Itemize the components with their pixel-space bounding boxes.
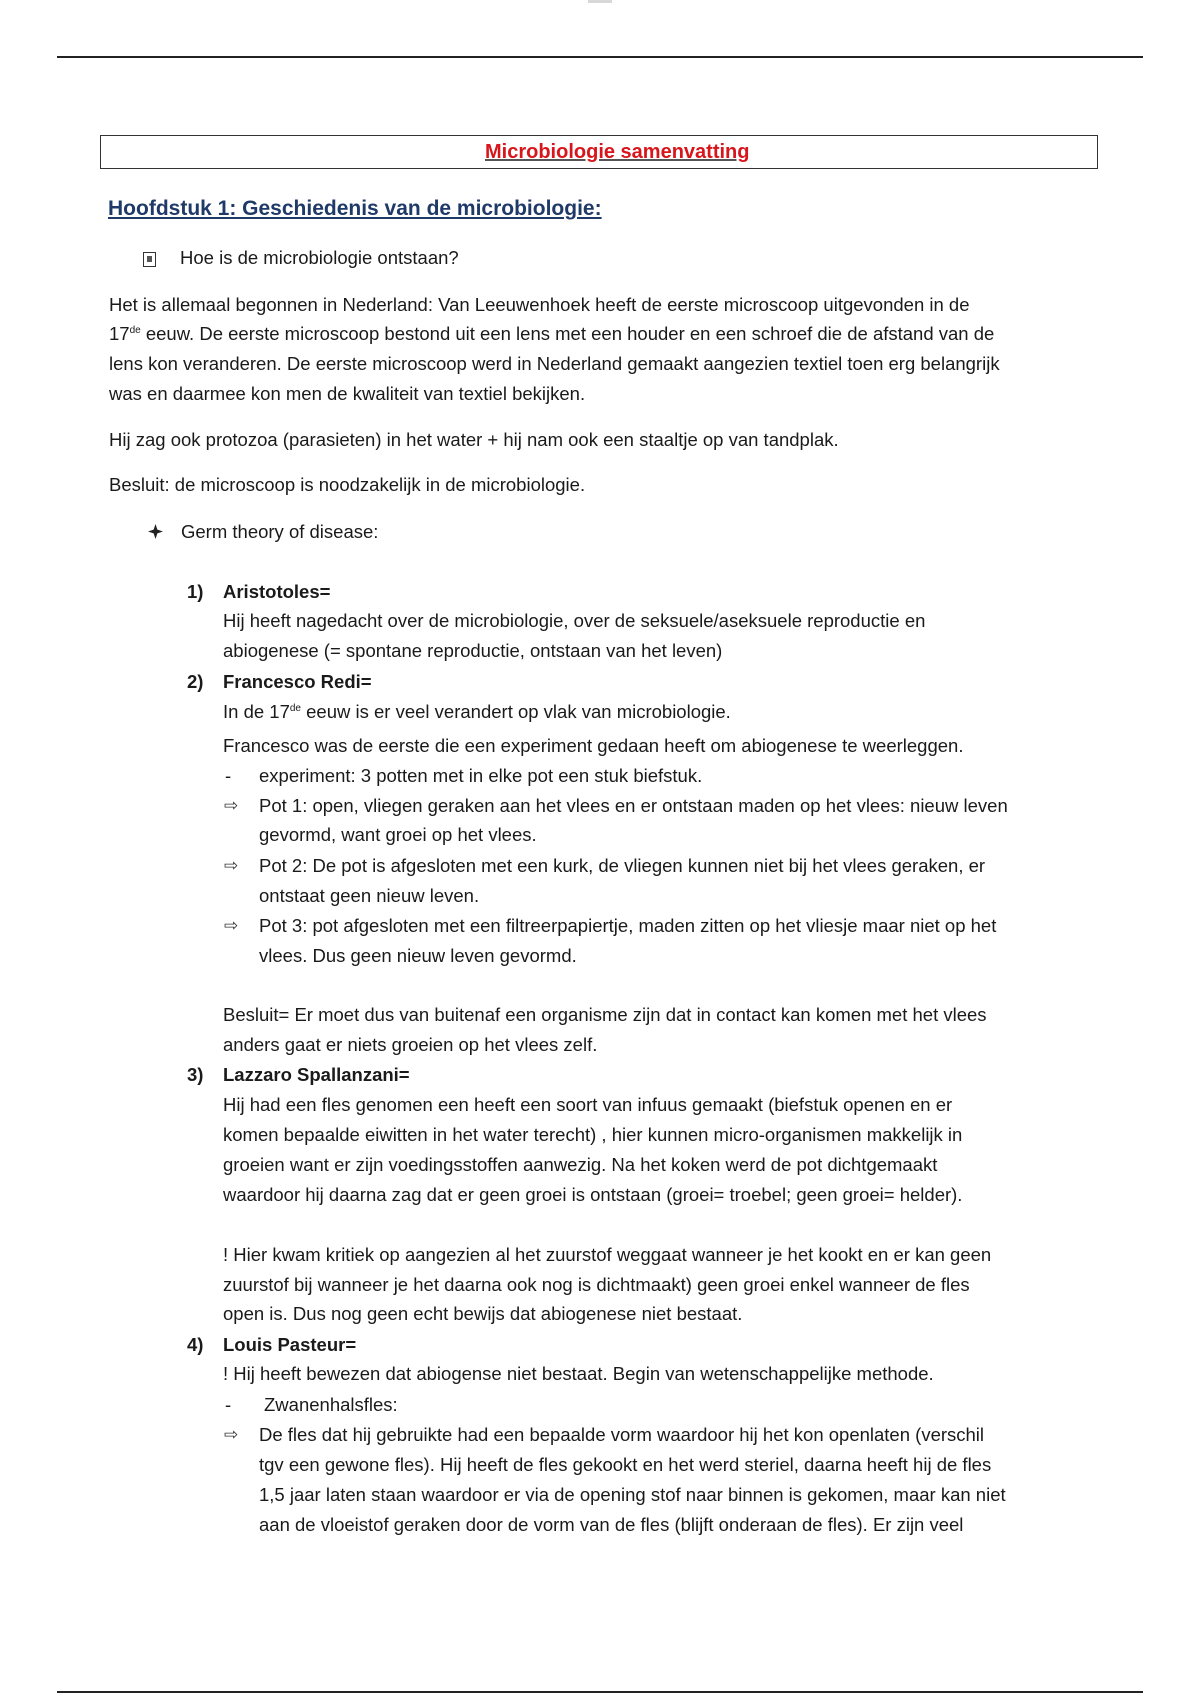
item-number-3: 3) — [187, 1064, 204, 1085]
pasteur-name: Louis Pasteur= — [223, 1334, 357, 1355]
redi-line-1: In de 17de eeuw is er veel verandert op vlak van microbiologie. — [223, 701, 731, 722]
document-title: Microbiologie samenvatting — [485, 141, 750, 163]
pasteur-arrow-line-1: De fles dat hij gebruikte had een bepaalde vorm waardoor hij het kon openlaten (verschil — [259, 1424, 985, 1445]
header-rule — [57, 56, 1143, 58]
redi-experiment: experiment: 3 potten met in elke pot een stuk biefstuk. — [259, 765, 703, 786]
conclusion-paragraph: Besluit: de microscoop is noodzakelijk in de microbiologie. — [109, 474, 586, 495]
spallanzani-critique-line-3: open is. Dus nog geen echt bewijs dat abiogenese niet bestaat. — [223, 1303, 743, 1324]
dash-bullet: - — [225, 1394, 232, 1415]
spallanzani-critique-line-1: ! Hier kwam kritiek op aangezien al het zuurstof weggaat wanneer je het kookt en er kan geen — [223, 1244, 992, 1265]
spallanzani-line-4: waardoor hij daarna zag dat er geen groei is ontstaan (groei= troebel; geen groei= helder). — [223, 1184, 963, 1205]
redi-pot3-line-1: Pot 3: pot afgesloten met een filtreerpapiertje, maden zitten op het vliesje maar niet op het — [259, 915, 997, 936]
item-number-1: 1) — [187, 581, 204, 602]
redi-pot2-line-1: Pot 2: De pot is afgesloten met een kurk, de vliegen kunnen niet bij het vlees geraken, er — [259, 855, 986, 876]
intro-line-2: 17de eeuw. De eerste microscoop bestond uit een lens met een houder en een schroef die de afstand van de — [109, 323, 995, 344]
redi-conclusion-line-2: anders gaat er niets groeien op het vlees zelf. — [223, 1034, 598, 1055]
spallanzani-line-2: komen bepaalde eiwitten in het water terecht) , hier kunnen micro-organismen makkelijk in — [223, 1124, 963, 1145]
pasteur-arrow-line-3: 1,5 jaar laten staan waardoor er via de opening stof naar binnen is gekomen, maar kan niet — [259, 1484, 1006, 1505]
pasteur-arrow-line-2: tgv een gewone fles). Hij heeft de fles gekookt en het werd steriel, daarna heeft hij de fles — [259, 1454, 992, 1475]
pasteur-line-1: ! Hij heeft bewezen dat abiogense niet bestaat. Begin van wetenschappelijke methode. — [223, 1363, 934, 1384]
intro-line-3: lens kon veranderen. De eerste microscoop werd in Nederland gemaakt aangezien textiel toen erg belangrijk — [109, 353, 1000, 374]
pasteur-arrow-line-4: aan de vloeistof geraken door de vorm van de fles (blijft onderaan de fles). Er zijn veel — [259, 1514, 964, 1535]
redi-pot1-line-2: gevormd, want groei op het vlees. — [259, 824, 537, 845]
title-box — [100, 135, 1098, 169]
germ-theory-heading: Germ theory of disease: — [181, 521, 379, 542]
spallanzani-line-1: Hij had een fles genomen een heeft een soort van infuus gemaakt (biefstuk openen en er — [223, 1094, 953, 1115]
protozoa-paragraph: Hij zag ook protozoa (parasieten) in het water + hij nam ook een staaltje op van tandplak. — [109, 429, 839, 450]
redi-pot3-line-2: vlees. Dus geen nieuw leven gevormd. — [259, 945, 577, 966]
dash-bullet: - — [225, 765, 232, 786]
arrow-right-icon: ⇨ — [224, 796, 239, 815]
arrow-right-icon: ⇨ — [224, 916, 239, 935]
aristoteles-line-1: Hij heeft nagedacht over de microbiologie, over de seksuele/aseksuele reproductie en — [223, 610, 926, 631]
spallanzani-line-3: groeien want er zijn voedingsstoffen aanwezig. Na het koken werd de pot dichtgemaakt — [223, 1154, 938, 1175]
footer-rule — [57, 1691, 1143, 1693]
intro-line-1: Het is allemaal begonnen in Nederland: Van Leeuwenhoek heeft de eerste microscoop uitgevonden in de — [109, 294, 970, 315]
redi-pot1-line-1: Pot 1: open, vliegen geraken aan het vlees en er ontstaan maden op het vlees: nieuw leven — [259, 795, 1008, 816]
diamond-bullet-icon — [148, 524, 163, 539]
redi-line-2: Francesco was de eerste die een experiment gedaan heeft om abiogenese te weerleggen. — [223, 735, 964, 756]
aristoteles-name: Aristotoles= — [223, 581, 331, 602]
spallanzani-name: Lazzaro Spallanzani= — [223, 1064, 410, 1085]
item-number-4: 4) — [187, 1334, 204, 1355]
redi-conclusion-line-1: Besluit= Er moet dus van buitenaf een organisme zijn dat in contact kan komen met het vlees — [223, 1004, 987, 1025]
redi-name: Francesco Redi= — [223, 671, 372, 692]
arrow-right-icon: ⇨ — [224, 856, 239, 875]
redi-pot2-line-2: ontstaat geen nieuw leven. — [259, 885, 480, 906]
spallanzani-critique-line-2: zuurstof bij wanneer je het daarna ook nog is dichtmaakt) geen groei enkel wanneer de fles — [223, 1274, 970, 1295]
chapter-heading: Hoofdstuk 1: Geschiedenis van de microbiologie: — [108, 197, 602, 220]
question-bullet-icon — [143, 252, 156, 267]
pasteur-swan-neck: Zwanenhalsfles: — [264, 1394, 398, 1415]
arrow-right-icon: ⇨ — [224, 1425, 239, 1444]
question-text: Hoe is de microbiologie ontstaan? — [180, 247, 459, 268]
item-number-2: 2) — [187, 671, 204, 692]
aristoteles-line-2: abiogenese (= spontane reproductie, ontstaan van het leven) — [223, 640, 723, 661]
page-top-mark — [588, 0, 612, 3]
intro-line-4: was en daarmee kon men de kwaliteit van textiel bekijken. — [109, 383, 586, 404]
